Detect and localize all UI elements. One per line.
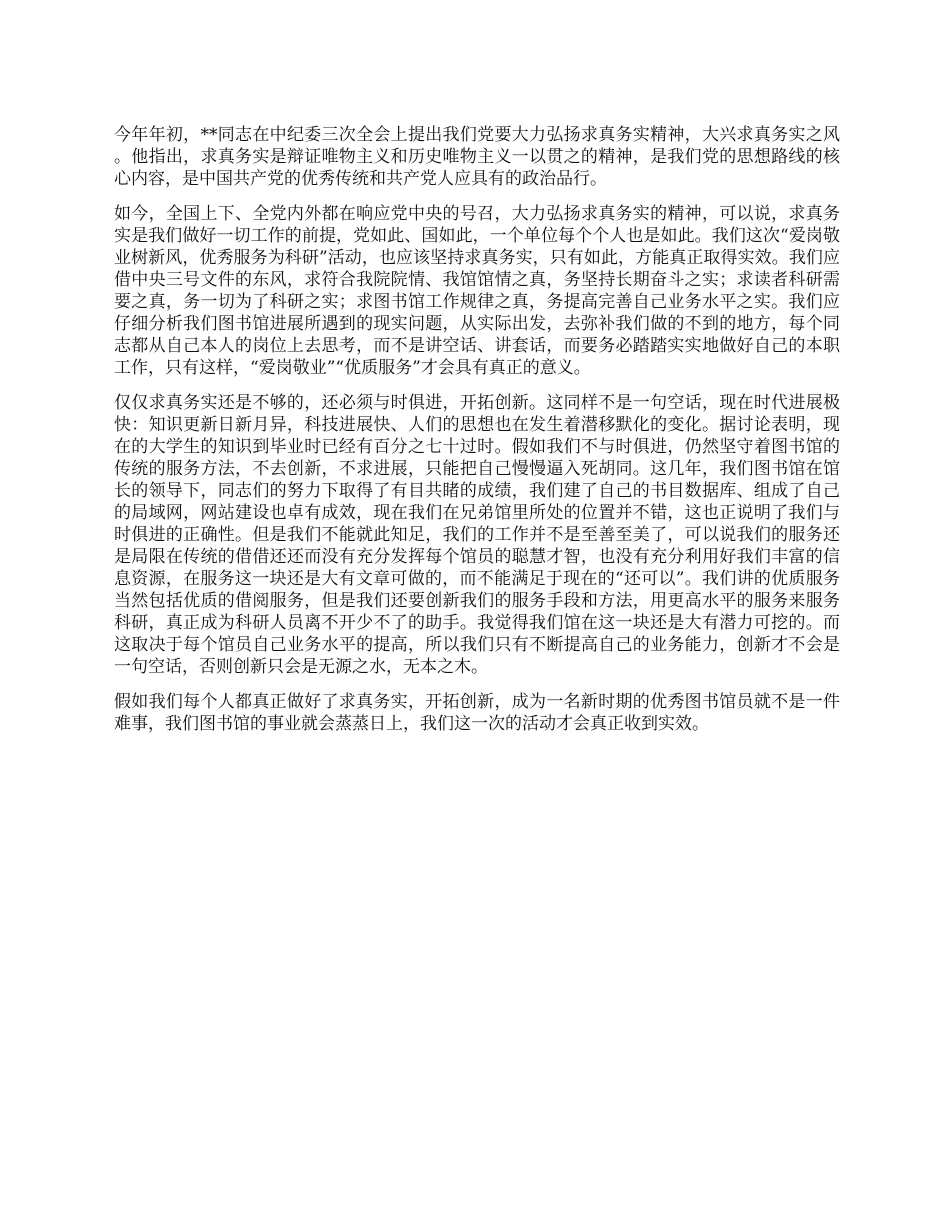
- paragraph-2: 如今，全国上下、全党内外都在响应党中央的号召，大力弘扬求真务实的精神，可以说，求真务实是我们做好一切工作的前提，党如此、国如此，一个单位每个个人也是如此。我们这次“爱岗敬业树新风，优秀服务为科研”活动，也应该坚持求真务实，只有如此，方能真正取得实效。我们应借中央三号文件的东风，求符合我院院情、我馆馆情之真，务坚持长期奋斗之实；求读者科研需要之真，务一切为了科研之实；求图书馆工作规律之真，务提高完善自己业务水平之实。我们应仔细分析我们图书馆进展所遇到的现实问题，从实际出发，去弥补我们做的不到的地方，每个同志都从自己本人的岗位上去思考，而不是讲空话、讲套话，而要务必踏踏实实地做好自己的本职工作，只有这样，“爱岗敬业”“优质服务”才会具有真正的意义。: [114, 204, 840, 378]
- paragraph-1: 今年年初，**同志在中纪委三次全会上提出我们党要大力弘扬求真务实精神，大兴求真务实之风。他指出，求真务实是辩证唯物主义和历史唯物主义一以贯之的精神，是我们党的思想路线的核心内容，是中国共产党的优秀传统和共产党人应具有的政治品行。: [114, 125, 840, 189]
- paragraph-4: 假如我们每个人都真正做好了求真务实，开拓创新，成为一名新时期的优秀图书馆员就不是一件难事，我们图书馆的事业就会蒸蒸日上，我们这一次的活动才会真正收到实效。: [114, 692, 840, 734]
- paragraph-3: 仅仅求真务实还是不够的，还必须与时俱进，开拓创新。这同样不是一句空话，现在时代进展极快：知识更新日新月异，科技进展快、人们的思想也在发生着潜移默化的变化。据讨论表明，现在的大学生的知识到毕业时已经有百分之七十过时。假如我们不与时俱进，仍然坚守着图书馆的传统的服务方法，不去创新，不求进展，只能把自己慢慢逼入死胡同。这几年，我们图书馆在馆长的领导下，同志们的努力下取得了有目共睹的成绩，我们建了自己的书目数据库、组成了自己的局域网，网站建设也卓有成效，现在我们在兄弟馆里所处的位置并不错，这也正说明了我们与时俱进的正确性。但是我们不能就此知足，我们的工作并不是至善至美了，可以说我们的服务还是局限在传统的借借还还而没有充分发挥每个馆员的聪慧才智，也没有充分利用好我们丰富的信息资源，在服务这一块还是大有文章可做的，而不能满足于现在的“还可以”。我们讲的优质服务当然包括优质的借阅服务，但是我们还要创新我们的服务手段和方法，用更高水平的服务来服务科研，真正成为科研人员离不开少不了的助手。我觉得我们馆在这一块还是大有潜力可挖的。而这取决于每个馆员自己业务水平的提高，所以我们只有不断提高自己的业务能力，创新才不会是一句空话，否则创新只会是无源之水，无本之木。: [114, 393, 840, 677]
- document-body: [114, 124, 840, 748]
